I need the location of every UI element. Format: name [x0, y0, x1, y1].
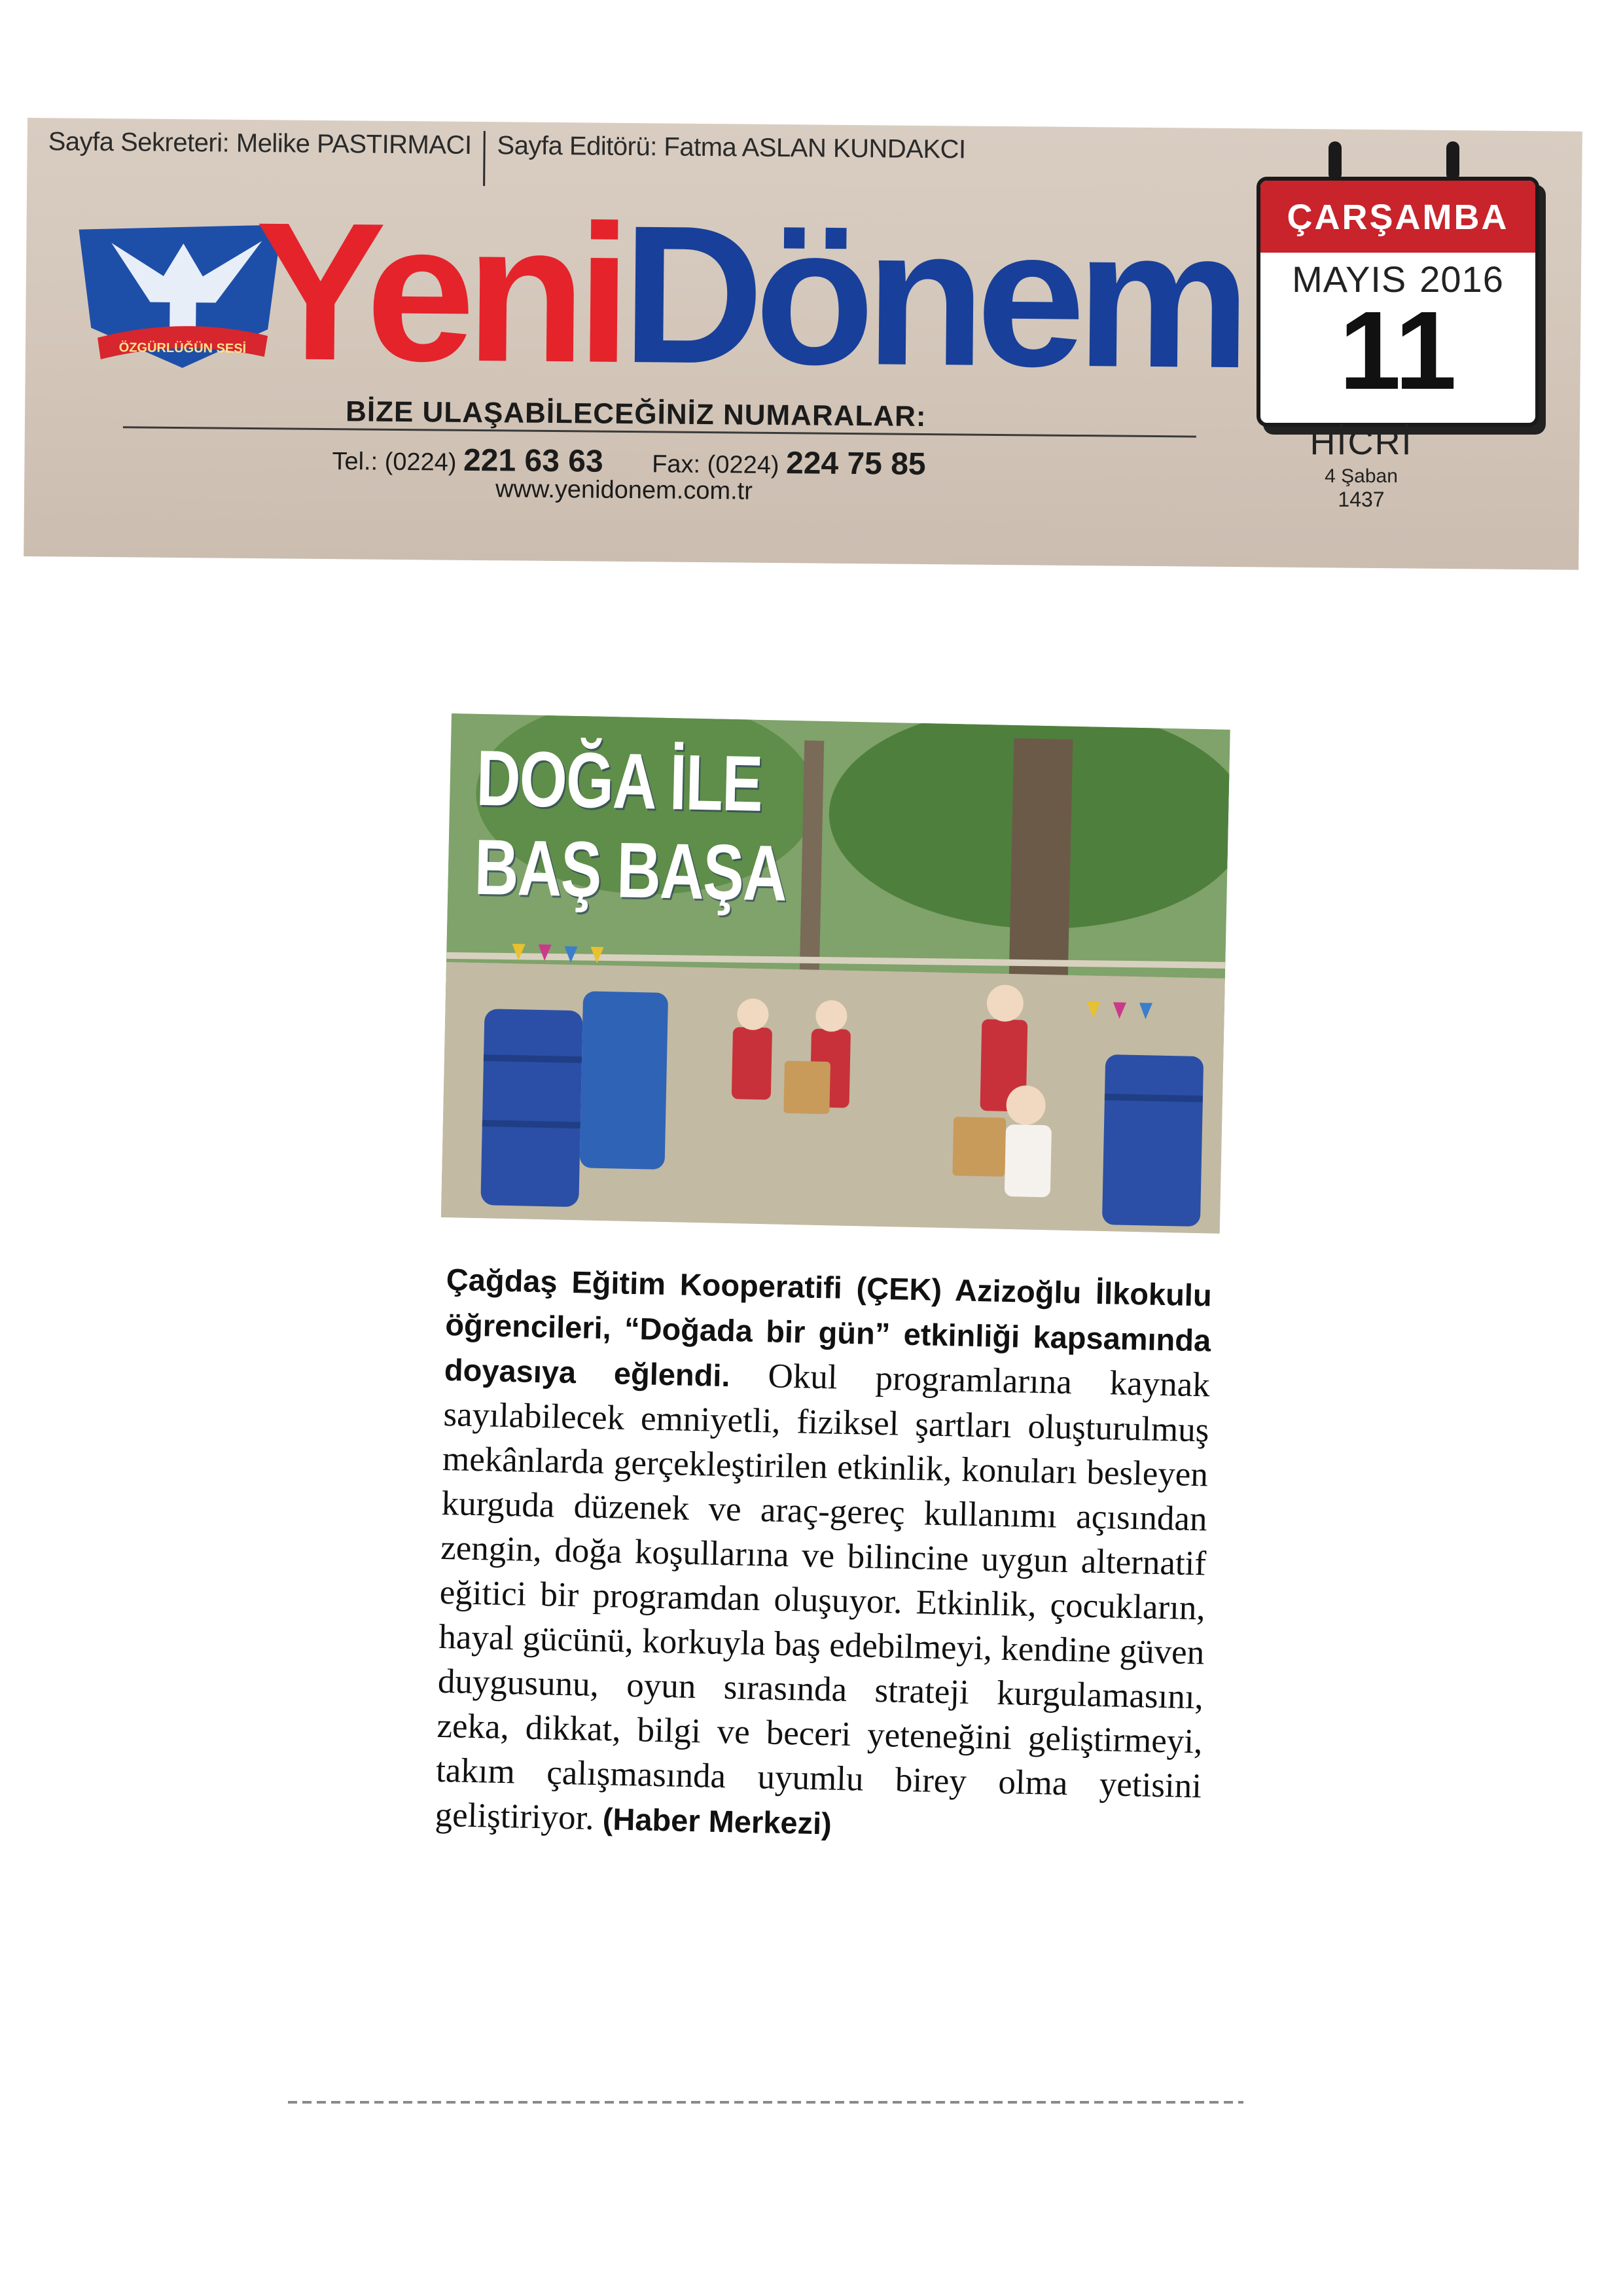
emblem-text: ÖZGÜRLÜĞÜN SESİ: [118, 340, 247, 356]
hijri-date: [1310, 422, 1413, 512]
page-editor: Sayfa Editörü: Fatma ASLAN KUNDAKCI: [497, 131, 966, 164]
date-calendar: [1257, 157, 1531, 432]
fax-number: 224 75 85: [785, 446, 926, 482]
calendar-day: 11: [1339, 289, 1457, 413]
tel-label: Tel.: (0224): [332, 448, 457, 476]
credits-divider: [483, 131, 486, 186]
page-credits: [48, 127, 965, 168]
newspaper-logo: [254, 181, 1243, 410]
fax-label: Fax: (0224): [651, 450, 779, 480]
article-body: [435, 1257, 1212, 1854]
logo-word-donem: Dönem: [621, 183, 1243, 410]
calendar-year: 2016: [1419, 259, 1504, 300]
clipping-edge: [288, 2101, 1243, 2104]
calendar-weekday: ÇARŞAMBA: [1260, 181, 1535, 253]
contact-title: BİZE ULAŞABİLECEĞİNİZ NUMARALAR:: [345, 395, 927, 433]
article-text: Okul programlarına kaynak sayılabilecek emniyetli, fiziksel şartları oluşturulmuş mekânlarda gerçekleştirilen etkinlik, konuları besleyen kurguda düzenek ve araç-gereç kullanımı açısından zengin, doğa koşullarına ve bilincine uygun alternatif eğitici bir programdan oluşuyor. Etkinlik, çocukların, hayal gücünü, korkuyla baş edebilmeyi, kendine güven duygusunu, oyun sırasında strateji kurgulamasını, zeka, dikkat, bilgi ve beceri yeteneğini geliştirmeyi, takım çalışmasında uyumlu birey olma yetisini geliştiriyor.: [435, 1356, 1211, 1838]
news-article: [425, 713, 1237, 1986]
article-headline: [474, 734, 789, 918]
headline-line-2: BAŞ BAŞA: [473, 823, 787, 918]
tel-number: 221 63 63: [463, 442, 603, 479]
hijri-year: 1437: [1338, 488, 1385, 511]
calendar-month: MAYIS: [1292, 259, 1407, 300]
logo-word-yeni: Yeni: [254, 181, 624, 404]
article-lead: Çağdaş Eğitim Kooperatifi (ÇEK) Azizoğlu İlkokulu öğrencileri, “Doğada bir gün” etkinliği kapsamında doyasıya eğlendi.: [444, 1262, 1213, 1393]
article-photo: [441, 713, 1230, 1234]
hijri-label: HİCRİ: [1310, 423, 1413, 462]
calendar-ring-icon: [1446, 141, 1459, 181]
hijri-day-month: 4 Şaban: [1325, 465, 1398, 487]
page-secretary: Sayfa Sekreteri: Melike PASTIRMACI: [48, 127, 472, 160]
website-link[interactable]: www.yenidonem.com.tr: [495, 475, 753, 505]
calendar-page: [1257, 177, 1539, 427]
headline-line-1: DOĞA İLE: [475, 734, 763, 828]
calendar-ring-icon: [1329, 141, 1342, 181]
article-source: (Haber Merkezi): [602, 1801, 832, 1841]
